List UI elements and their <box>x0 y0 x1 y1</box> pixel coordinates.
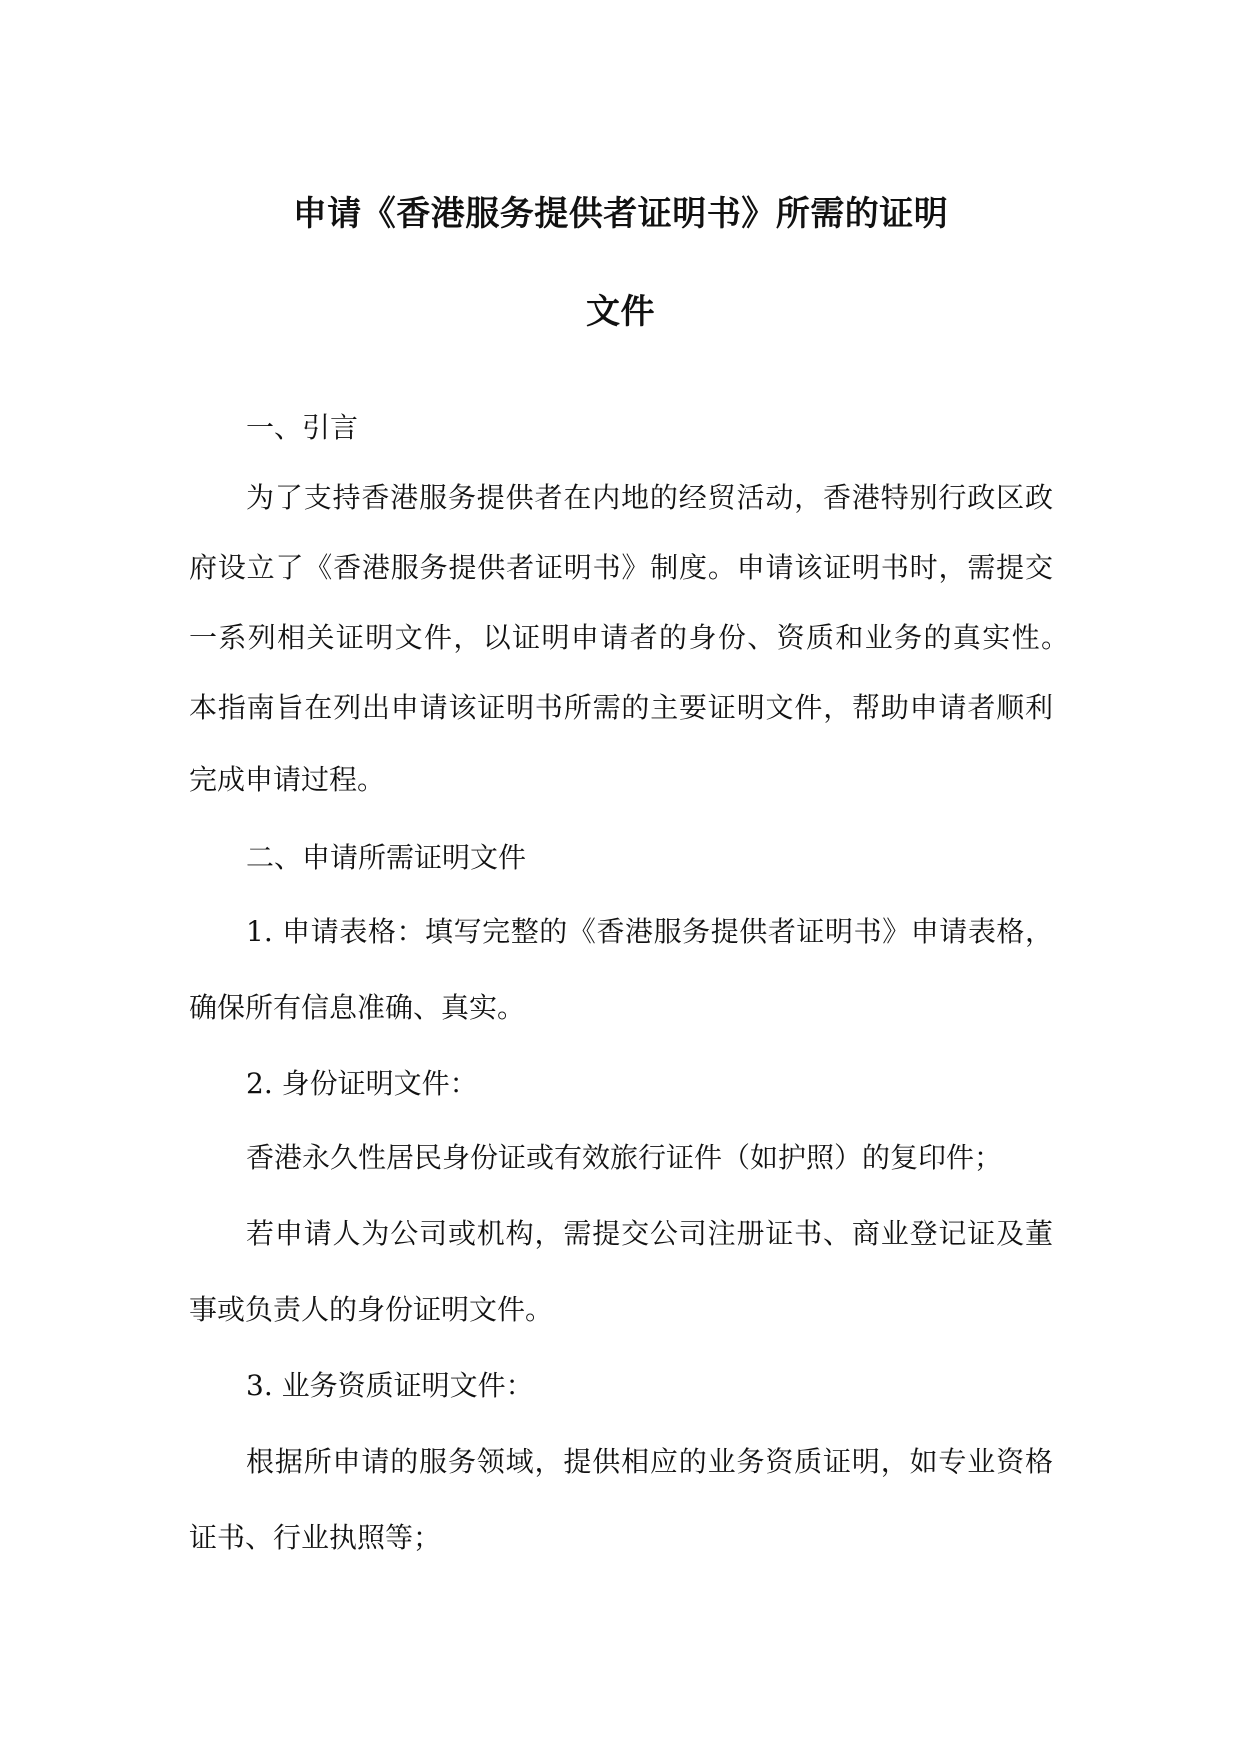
paragraph-line: 府设立了《香港服务提供者证明书》制度。申请该证明书时，需提交 <box>189 551 1053 584</box>
paragraph-line: 若申请人为公司或机构，需提交公司注册证书、商业登记证及董 <box>246 1217 1053 1250</box>
paragraph-line: 证书、行业执照等； <box>189 1521 442 1554</box>
list-item-application-form: 1. 申请表格：填写完整的《香港服务提供者证明书》申请表格， <box>246 915 1053 948</box>
section-heading-introduction: 一、引言 <box>246 411 359 444</box>
paragraph-line: 本指南旨在列出申请该证明书所需的主要证明文件，帮助申请者顺利 <box>189 691 1053 724</box>
paragraph-line: 根据所申请的服务领域，提供相应的业务资质证明，如专业资格 <box>246 1445 1053 1478</box>
paragraph-line: 完成申请过程。 <box>189 763 386 796</box>
section-heading-required-documents: 二、申请所需证明文件 <box>246 841 527 874</box>
paragraph-line: 确保所有信息准确、真实。 <box>189 991 526 1024</box>
paragraph-line: 为了支持香港服务提供者在内地的经贸活动，香港特别行政区政 <box>246 481 1053 514</box>
paragraph-line: 一系列相关证明文件，以证明申请者的身份、资质和业务的真实性。 <box>189 621 1069 654</box>
document-title-line-1: 申请《香港服务提供者证明书》所需的证明 <box>292 194 949 234</box>
list-item-business-qualification: 3. 业务资质证明文件： <box>246 1369 534 1402</box>
paragraph-line: 事或负责人的身份证明文件。 <box>189 1293 554 1326</box>
paragraph-line: 香港永久性居民身份证或有效旅行证件（如护照）的复印件； <box>246 1141 1003 1174</box>
list-item-identity-documents: 2. 身份证明文件： <box>246 1067 478 1100</box>
document-title-line-2: 文件 <box>586 292 655 332</box>
